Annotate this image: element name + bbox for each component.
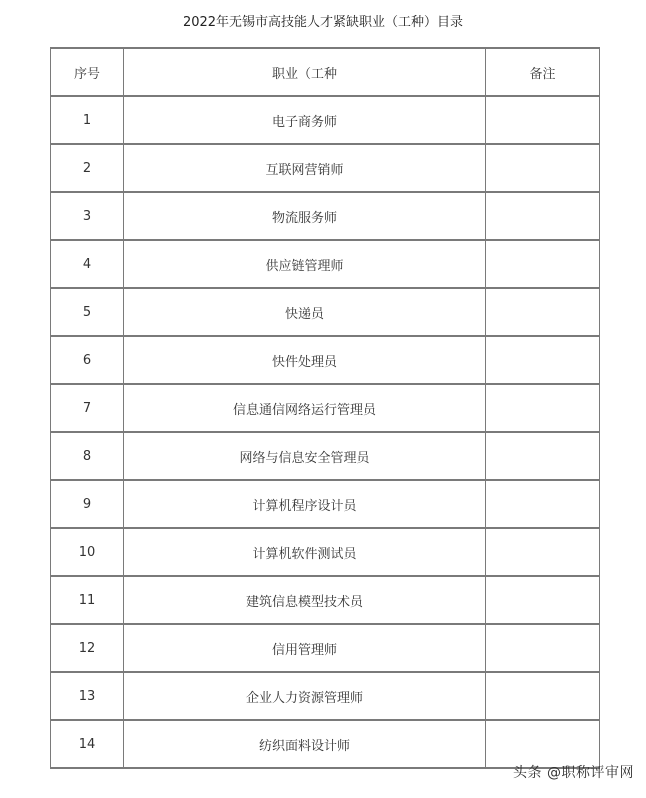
row-remarks (486, 96, 600, 144)
row-remarks (486, 720, 600, 768)
row-occupation: 互联网营销师 (124, 144, 486, 192)
table-row (51, 432, 600, 480)
row-occupation: 电子商务师 (124, 96, 486, 144)
table-row (51, 528, 600, 576)
row-occupation: 网络与信息安全管理员 (124, 432, 486, 480)
row-occupation: 供应链管理师 (124, 240, 486, 288)
row-number: 9 (51, 480, 124, 528)
row-remarks (486, 192, 600, 240)
header-occupation: 职业（工种 (124, 48, 486, 96)
row-number: 11 (51, 576, 124, 624)
row-remarks (486, 528, 600, 576)
row-remarks (486, 480, 600, 528)
watermark: 头条 @职称评审网 (513, 765, 634, 781)
table-row (51, 384, 600, 432)
row-number: 1 (51, 96, 124, 144)
row-number: 13 (51, 672, 124, 720)
row-number: 5 (51, 288, 124, 336)
row-occupation: 快件处理员 (124, 336, 486, 384)
table-row (51, 240, 600, 288)
table-row (51, 480, 600, 528)
page-title: 2022年无锡市高技能人才紧缺职业（工种）目录 (182, 15, 464, 30)
table-header-row (51, 48, 600, 96)
row-number: 14 (51, 720, 124, 768)
row-remarks (486, 336, 600, 384)
table-row (51, 336, 600, 384)
row-number: 2 (51, 144, 124, 192)
row-number: 12 (51, 624, 124, 672)
table-row (51, 624, 600, 672)
row-number: 4 (51, 240, 124, 288)
row-number: 7 (51, 384, 124, 432)
occupation-table (50, 47, 600, 769)
row-occupation: 快递员 (124, 288, 486, 336)
row-occupation: 信息通信网络运行管理员 (124, 384, 486, 432)
row-number: 8 (51, 432, 124, 480)
row-remarks (486, 144, 600, 192)
table-row (51, 720, 600, 768)
row-occupation: 建筑信息模型技术员 (124, 576, 486, 624)
table-row (51, 192, 600, 240)
row-occupation: 计算机软件测试员 (124, 528, 486, 576)
row-remarks (486, 576, 600, 624)
row-remarks (486, 384, 600, 432)
table-row (51, 672, 600, 720)
row-occupation: 物流服务师 (124, 192, 486, 240)
row-occupation: 计算机程序设计员 (124, 480, 486, 528)
row-remarks (486, 432, 600, 480)
row-occupation: 企业人力资源管理师 (124, 672, 486, 720)
table-row (51, 576, 600, 624)
header-number: 序号 (51, 48, 124, 96)
row-remarks (486, 672, 600, 720)
row-remarks (486, 240, 600, 288)
table-row (51, 96, 600, 144)
header-remarks: 备注 (486, 48, 600, 96)
row-occupation: 信用管理师 (124, 624, 486, 672)
row-number: 3 (51, 192, 124, 240)
row-number: 6 (51, 336, 124, 384)
table-row (51, 288, 600, 336)
row-occupation: 纺织面料设计师 (124, 720, 486, 768)
table-row (51, 144, 600, 192)
table-body (51, 96, 600, 768)
row-remarks (486, 288, 600, 336)
row-remarks (486, 624, 600, 672)
row-number: 10 (51, 528, 124, 576)
